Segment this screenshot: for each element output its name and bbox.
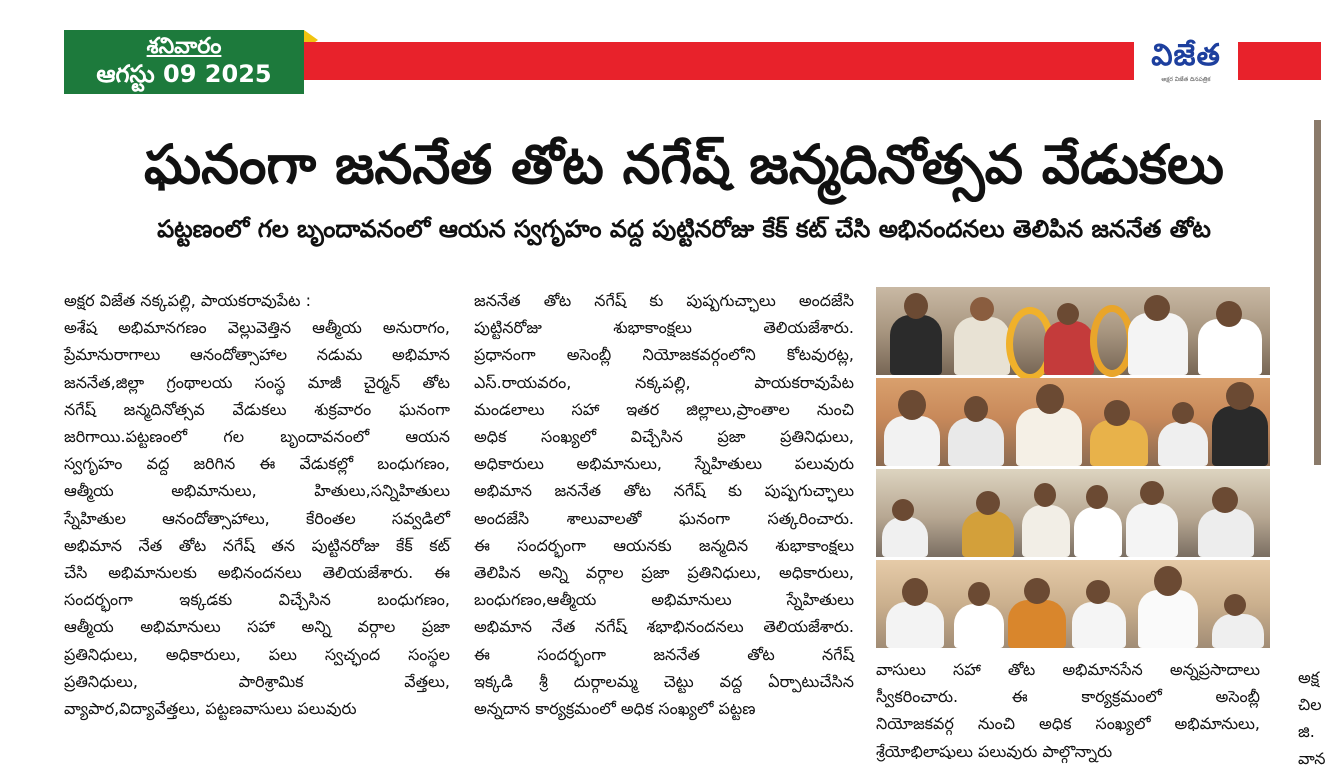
adjacent-article-line: చిల [1298,695,1322,714]
column1-line: ప్రతినిధులు, అధికారులు, పలు స్వచ్ఛంద సంస్థల [64,644,450,664]
adjacent-article-line: వాన [1298,749,1326,768]
column2-line: ఈ సందర్భంగా ఆయనకు జన్మదిన శుభాకాంక్షలు [474,535,854,555]
adjacent-article-photo [1314,120,1321,465]
column1-line: జరిగాయి.పట్టణంలో గల బృందావనంలో ఆయన [64,427,450,447]
column1-line: సందర్భంగా ఇక్కడకు విచ్చేసిన బంధుగణం, [64,590,450,610]
column2-line: అందజేసి శాలువాలతో ఘనంగా సత్కరించారు. [474,508,854,528]
article-headline: ఘనంగా జననేత తోట నగేష్ జన్మదినోత్సవ వేడుకలు [144,133,1224,196]
column3-line: నియోజకవర్గ నుంచి అధిక సంఖ్యలో అభిమానులు, [876,714,1260,734]
column2-line: అధికారులు అభిమానులు, స్నేహితులు పలువురు [474,454,854,474]
issue-date: ఆగస్టు 09 2025 [96,60,272,88]
garland-felicitation-photo [876,287,1270,375]
column1-line: అభిమాన నేత తోట నగేష్ తన పుట్టినరోజు కేక్ కట్ [64,535,450,555]
column2-line: అధిక సంఖ్యలో విచ్చేసిన ప్రజా ప్రతినిధులు, [474,427,854,447]
column3-line: వాసులు సహా తోట అభిమానసేన అన్నప్రసాదాలు [876,660,1260,679]
column1-line: జననేత,జిల్లా గ్రంథాలయ సంస్థ మాజీ చైర్మన్ తోట [64,372,450,392]
column2-line: అన్నదాన కార్యక్రమంలో అధిక సంఖ్యలో పట్టణ [474,699,756,719]
press-meet-photo [876,378,1270,466]
masthead-red-bar-right [1238,42,1321,80]
column2-line: పుట్టినరోజు శుభాకాంక్షలు తెలియజేశారు. [474,318,854,338]
column2-line: ఎస్.రాయవరం, నక్కపల్లి, పాయకరావుపేట [474,372,854,392]
article-subheadline: పట్టణంలో గల బృందావనంలో ఆయన స్వగృహం వద్ద పుట్టినరోజు కేక్ కట్ చేసి అభినందనలు తెలిపిన జననేత తోట [157,215,1211,243]
column3-line: శ్రేయోభిలాషులు పలువురు పాల్గొన్నారు [876,741,1113,761]
photo-collage [876,287,1270,651]
greeting-visitors-photo [876,469,1270,557]
column2-line: ఈ సందర్భంగా జననేత తోట నగేష్ [474,644,854,664]
article-column-3 [876,656,1260,765]
column1-line: అక్షర విజేత నక్కపల్లి, పాయకరావుపేట : [64,291,312,310]
adjacent-article-text [1298,664,1326,772]
masthead-red-bar [304,42,1134,80]
adjacent-article-line: జి. [1298,722,1315,741]
newspaper-logo [1134,36,1238,88]
column1-line: నగేష్ జన్మదినోత్సవ వేడుకలు శుక్రవారం ఘనంగా [64,399,450,419]
column1-line: వ్యాపార,విద్యావేత్తలు, పట్టణవాసులు పలువురు [64,699,357,719]
column1-line: ప్రేమానురాగాలు ఆనందోత్సాహాల నడుమ అభిమాన [64,345,450,365]
group-photo [876,560,1270,648]
article-column-2 [474,287,854,722]
column1-line: ఆత్మీయ అభిమానులు, హితులు,సన్నిహితులు [64,481,450,501]
column2-line: ఇక్కడి శ్రీ దుర్గాలమ్మ చెట్టు వద్ద ఏర్పాటుచేసిన [474,671,854,691]
column1-line: ఆత్మీయ అభిమానులు సహా అన్ని వర్గాల ప్రజా [64,617,450,637]
column2-line: బంధుగణం,ఆత్మీయ అభిమానులు స్నేహితులు [474,590,854,610]
column2-line: తెలిపిన అన్ని వర్గాల ప్రజా ప్రతినిధులు, అధికారులు, [474,563,854,583]
column2-line: మండలాలు సహా ఇతర జిల్లాలు,ప్రాంతాల నుంచి [474,399,854,419]
column1-line: స్వగృహం వద్ద జరిగిన ఈ వేడుకల్లో బంధుగణం, [64,454,450,474]
column1-line: అశేష అభిమానగణం వెల్లువెత్తిన ఆత్మీయ అనురాగం, [64,318,450,338]
logo-tagline: అక్షర విజేత దినపత్రిక [1161,76,1211,83]
column2-line: ప్రధానంగా అసెంబ్లీ నియోజకవర్గంలోని కోటవురట్ల, [474,345,854,365]
column2-line: అభిమాన జననేత తోట నగేష్ కు పుష్పగుచ్ఛాలు [474,481,854,501]
logo-mark: విజేత [1151,38,1221,73]
issue-day: శనివారం [146,34,222,59]
article-column-1 [64,287,450,722]
column1-line: స్నేహితుల ఆనందోత్సాహాలు, కేరింతల సవ్వడిలో [64,508,450,528]
column3-line: స్వీకరించారు. ఈ కార్యక్రమంలో అసెంబ్లీ [876,687,1260,707]
adjacent-article-line: అక్ష [1298,668,1320,687]
column1-line: ప్రతినిధులు, పారిశ్రామిక వేత్తలు, [64,671,450,691]
column2-line: జననేత తోట నగేష్ కు పుష్పగుచ్ఛాలు అందజేసి [474,291,854,310]
column2-line: అభిమాన నేత నగేష్ శభాభినందనలు తెలియజేశారు. [474,617,854,637]
date-box [64,30,304,94]
column1-line: చేసి అభిమానులకు అభినందనలు తెలియజేశారు. ఈ [64,563,450,583]
